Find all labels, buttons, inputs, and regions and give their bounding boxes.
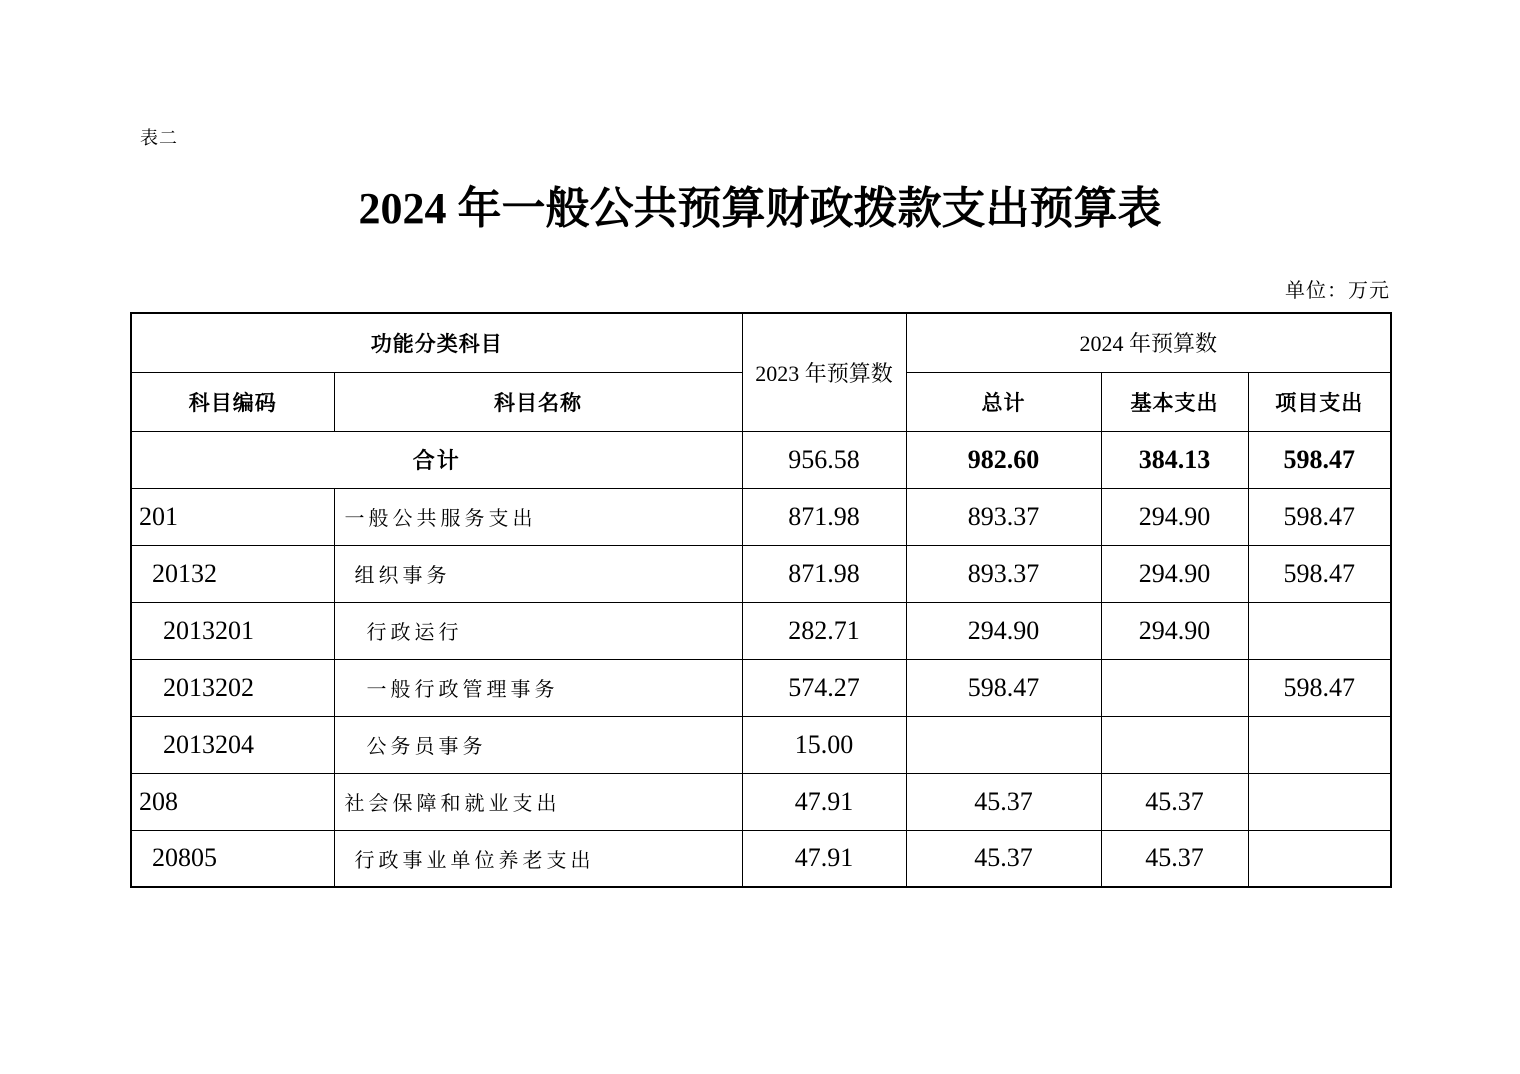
header-project-expenditure: 项目支出 [1248, 372, 1391, 431]
total-2024-cell: 598.47 [906, 659, 1101, 716]
header-total-2024: 总计 [906, 372, 1101, 431]
header-function-classification: 功能分类科目 [131, 313, 742, 372]
subject-code-cell: 2013202 [131, 659, 334, 716]
subject-code-cell: 2013204 [131, 716, 334, 773]
budget-2023-cell: 871.98 [742, 488, 906, 545]
basic-expenditure-cell: 294.90 [1101, 602, 1248, 659]
basic-expenditure-cell: 294.90 [1101, 488, 1248, 545]
project-expenditure-cell [1248, 602, 1391, 659]
total-2024-cell [906, 716, 1101, 773]
page-title: 2024 年一般公共预算财政拨款支出预算表 [358, 184, 1162, 233]
table-row [131, 773, 1391, 830]
basic-expenditure-cell [1101, 659, 1248, 716]
budget-2023-cell: 47.91 [742, 773, 906, 830]
subject-name-cell: 一般公共服务支出 [334, 488, 742, 545]
subject-name-cell: 行政运行 [334, 602, 742, 659]
budget-2023-cell: 15.00 [742, 716, 906, 773]
table-row [131, 716, 1391, 773]
header-row-1 [131, 313, 1391, 372]
subject-name-cell: 社会保障和就业支出 [334, 773, 742, 830]
project-expenditure-cell: 598.47 [1248, 659, 1391, 716]
subject-name-cell: 一般行政管理事务 [334, 659, 742, 716]
header-basic-expenditure: 基本支出 [1101, 372, 1248, 431]
budget-2023-cell: 574.27 [742, 659, 906, 716]
header-budget-2024: 2024 年预算数 [906, 313, 1391, 372]
basic-expenditure-cell [1101, 716, 1248, 773]
subject-name-cell: 公务员事务 [334, 716, 742, 773]
unit-note: 单位：万元 [1285, 280, 1390, 302]
project-expenditure-cell [1248, 830, 1391, 887]
total-2024-cell: 45.37 [906, 830, 1101, 887]
project-expenditure-cell: 598.47 [1248, 431, 1391, 488]
total-2024-cell: 45.37 [906, 773, 1101, 830]
grand-total-label: 合计 [131, 431, 742, 488]
budget-2023-cell: 47.91 [742, 830, 906, 887]
basic-expenditure-cell: 384.13 [1101, 431, 1248, 488]
budget-2023-cell: 871.98 [742, 545, 906, 602]
project-expenditure-cell: 598.47 [1248, 545, 1391, 602]
basic-expenditure-cell: 294.90 [1101, 545, 1248, 602]
table-row [131, 830, 1391, 887]
subject-code-cell: 20805 [131, 830, 334, 887]
project-expenditure-cell [1248, 716, 1391, 773]
basic-expenditure-cell: 45.37 [1101, 830, 1248, 887]
subject-name-cell: 组织事务 [334, 545, 742, 602]
grand-total-row [131, 431, 1391, 488]
subject-code-cell: 201 [131, 488, 334, 545]
budget-table [130, 312, 1392, 888]
table-number-label: 表二 [140, 128, 178, 148]
subject-code-cell: 208 [131, 773, 334, 830]
project-expenditure-cell [1248, 773, 1391, 830]
header-subject-code: 科目编码 [131, 372, 334, 431]
subject-code-cell: 20132 [131, 545, 334, 602]
basic-expenditure-cell: 45.37 [1101, 773, 1248, 830]
total-2024-cell: 893.37 [906, 545, 1101, 602]
header-subject-name: 科目名称 [334, 372, 742, 431]
table-row [131, 545, 1391, 602]
budget-2023-cell: 282.71 [742, 602, 906, 659]
total-2024-cell: 893.37 [906, 488, 1101, 545]
subject-code-cell: 2013201 [131, 602, 334, 659]
budget-2023-cell: 956.58 [742, 431, 906, 488]
project-expenditure-cell: 598.47 [1248, 488, 1391, 545]
total-2024-cell: 982.60 [906, 431, 1101, 488]
subject-name-cell: 行政事业单位养老支出 [334, 830, 742, 887]
header-budget-2023: 2023 年预算数 [742, 313, 906, 431]
table-row [131, 488, 1391, 545]
table-row [131, 602, 1391, 659]
table-row [131, 659, 1391, 716]
total-2024-cell: 294.90 [906, 602, 1101, 659]
